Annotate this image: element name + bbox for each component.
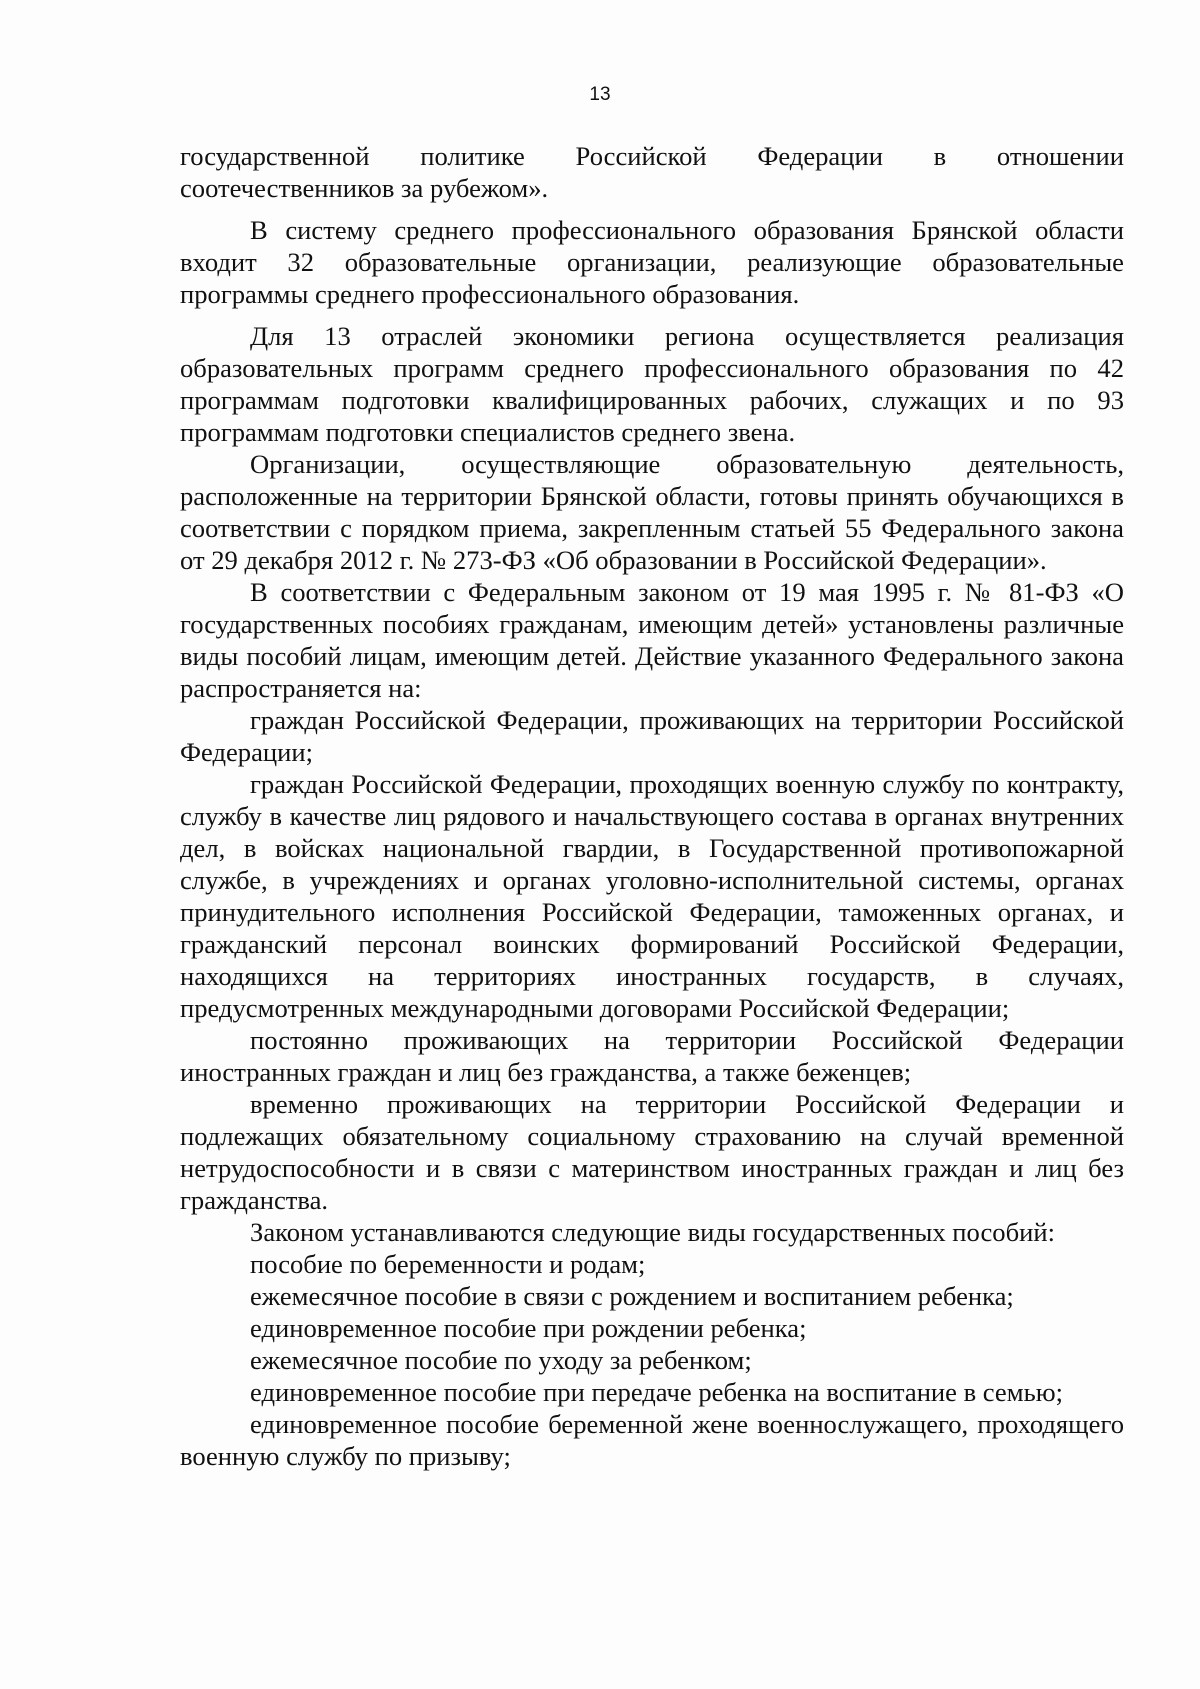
paragraph: Для 13 отраслей экономики региона осуществляется реализация образовательных программ среднего профессионального образования по 42 программам подготовки квалифицированных рабочих, служащих и по 93 программам подготовки специалистов среднего звена. (180, 321, 1124, 447)
paragraph: временно проживающих на территории Российской Федерации и подлежащих обязательному социальному страхованию на случай временной нетрудоспособности и в связи с материнством иностранных граждан и лиц без гражданства. (180, 1089, 1124, 1215)
document-body (180, 140, 1124, 1472)
paragraph: пособие по беременности и родам; (250, 1249, 646, 1279)
paragraph: Организации, осуществляющие образовательную деятельность, расположенные на территории Брянской области, готовы принять обучающихся в соответствии с порядком приема, закрепленным статьей 55 Федерального закона от 29 декабря 2012 г. № 273-ФЗ «Об образовании в Российской Федерации». (180, 449, 1124, 575)
paragraph: ежемесячное пособие по уходу за ребенком; (250, 1345, 752, 1375)
page-number: 13 (589, 84, 611, 105)
paragraph: постоянно проживающих на территории Российской Федерации иностранных граждан и лиц без гражданства, а также беженцев; (180, 1025, 1124, 1087)
paragraph: ежемесячное пособие в связи с рождением и воспитанием ребенка; (250, 1281, 1014, 1311)
paragraph: граждан Российской Федерации, проходящих военную службу по контракту, службу в качестве лиц рядового и начальствующего состава в органах внутренних дел, в войсках национальной гвардии, в Государственной противопожарной службе, в учреждениях и органах уголовно-исполнительной системы, органах принудительного исполнения Российской Федерации, таможенных органах, и гражданский персонал воинских формирований Российской Федерации, находящихся на территориях иностранных государств, в случаях, предусмотренных международными договорами Российской Федерации; (180, 769, 1124, 1023)
paragraph: государственной политике Российской Федерации в отношении соотечественников за рубежом». (180, 141, 1124, 203)
paragraph: граждан Российской Федерации, проживающих на территории Российской Федерации; (180, 705, 1124, 767)
paragraph: В соответствии с Федеральным законом от 19 мая 1995 г. № 81-ФЗ «О государственных пособиях гражданам, имеющим детей» установлены различные виды пособий лицам, имеющим детей. Действие указанного Федерального закона распространяется на: (180, 577, 1124, 703)
paragraph: единовременное пособие беременной жене военнослужащего, проходящего военную службу по призыву; (180, 1409, 1124, 1471)
paragraph: Законом устанавливаются следующие виды государственных пособий: (250, 1217, 1055, 1247)
paragraph: единовременное пособие при передаче ребенка на воспитание в семью; (250, 1377, 1063, 1407)
paragraph: В систему среднего профессионального образования Брянской области входит 32 образовательные организации, реализующие образовательные программы среднего профессионального образования. (180, 215, 1124, 309)
paragraph: единовременное пособие при рождении ребенка; (250, 1313, 807, 1343)
